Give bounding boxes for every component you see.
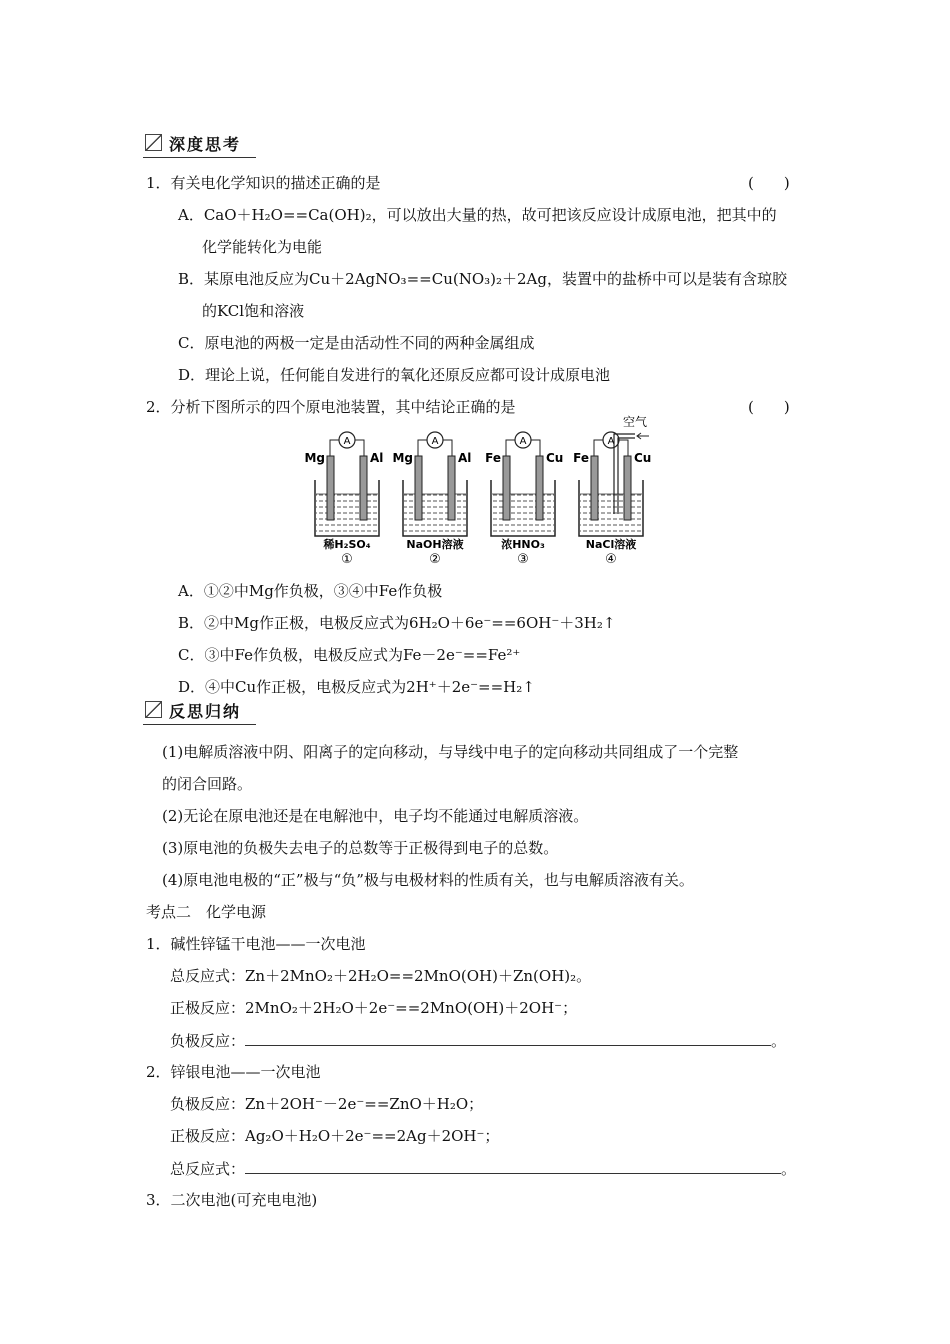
summary-point-1: (1)电解质溶液中阴、阳离子的定向移动，与导线中电子的定向移动共同组成了一个完整 [162, 743, 739, 761]
right-electrode-label: Al [370, 451, 384, 465]
item1-total-reaction: 总反应式：Zn＋2MnO₂＋2H₂O==2MnO(OH)＋Zn(OH)₂。 [170, 967, 592, 985]
cell-number: ① [341, 552, 353, 566]
q1-option-d: D．理论上说，任何能自发进行的氧化还原反应都可设计成原电池 [178, 366, 611, 384]
wire [330, 440, 340, 456]
item2-total-reaction [170, 1158, 796, 1179]
summary-point-4: (4)原电池电极的“正”极与“负”极与电极材料的性质有关，也与电解质溶液有关。 [162, 871, 694, 889]
right-electrode [360, 456, 367, 520]
period: 。 [771, 1032, 787, 1050]
left-electrode-label: Mg [304, 451, 325, 465]
answer-blank[interactable] [245, 1158, 781, 1174]
right-electrode [624, 456, 631, 520]
total-label: 总反应式： [170, 1160, 246, 1178]
right-electrode-label: Cu [546, 451, 564, 465]
summary-point-2: (2)无论在原电池还是在电解池中，电子均不能通过电解质溶液。 [162, 807, 589, 825]
q1-option-c: C．原电池的两极一定是由活动性不同的两种金属组成 [178, 334, 535, 352]
electrolyte [580, 494, 642, 535]
q1-option-b-cont: 的KCl饱和溶液 [202, 302, 305, 320]
item3-title: 3．二次电池(可充电电池) [146, 1191, 318, 1209]
right-electrode-label: Cu [634, 451, 652, 465]
ammeter-label: A [607, 436, 615, 447]
q2-answer-paren: ( ) [748, 398, 790, 416]
electrolyte [492, 494, 554, 535]
q2-option-b: B．②中Mg作正极，电极反应式为6H₂O＋6e⁻==6OH⁻＋3H₂↑ [178, 614, 616, 632]
item1-negative-reaction [170, 1030, 786, 1051]
answer-blank[interactable] [245, 1030, 771, 1046]
electrolyte [316, 494, 378, 535]
q2-option-d: D．④中Cu作正极，电极反应式为2H⁺＋2e⁻==H₂↑ [178, 678, 535, 696]
electrolyte [404, 494, 466, 535]
solution-label: 浓HNO₃ [501, 538, 545, 551]
wire [594, 440, 604, 456]
section-header-reflection [143, 698, 256, 725]
q2-stem: 2．分析下图所示的四个原电池装置，其中结论正确的是 [146, 398, 516, 416]
topic-title: 考点二 化学电源 [146, 903, 267, 921]
left-electrode [415, 456, 422, 520]
summary-point-1-cont: 的闭合回路。 [162, 775, 253, 793]
q2-option-a: A．①②中Mg作负极，③④中Fe作负极 [178, 582, 443, 600]
right-electrode [536, 456, 543, 520]
section-header-deep-thinking [143, 131, 256, 158]
item1-positive-reaction: 正极反应：2MnO₂＋2H₂O＋2e⁻==2MnO(OH)＋2OH⁻； [170, 999, 578, 1017]
summary-point-3: (3)原电池的负极失去电子的总数等于正极得到电子的总数。 [162, 839, 559, 857]
ammeter-label: A [431, 436, 439, 447]
wire [442, 440, 452, 456]
cell-number: ④ [605, 552, 617, 566]
q1-option-a-cont: 化学能转化为电能 [202, 238, 323, 256]
item2-title: 2．锌银电池——一次电池 [146, 1063, 321, 1081]
negative-label: 负极反应： [170, 1032, 246, 1050]
item1-title: 1．碱性锌锰干电池——一次电池 [146, 935, 366, 953]
wire [530, 440, 540, 456]
left-electrode [591, 456, 598, 520]
wire [354, 440, 364, 456]
left-electrode-label: Fe [485, 451, 501, 465]
cell-number: ③ [517, 552, 529, 566]
ammeter-label: A [343, 436, 351, 447]
solution-label: NaCl溶液 [585, 538, 637, 551]
cell-number: ② [429, 552, 441, 566]
wire [506, 440, 516, 456]
solution-label: NaOH溶液 [406, 538, 464, 551]
wire [418, 440, 428, 456]
q2-option-c: C．③中Fe作负极，电极反应式为Fe－2e⁻==Fe²⁺ [178, 646, 521, 664]
left-electrode [503, 456, 510, 520]
left-electrode [327, 456, 334, 520]
q1-option-a: A．CaO＋H₂O==Ca(OH)₂，可以放出大量的热，故可把该反应设计成原电池，把其中的 [178, 206, 777, 224]
air-label: 空气 [623, 415, 648, 429]
period: 。 [781, 1160, 797, 1178]
item2-positive-reaction: 正极反应：Ag₂O＋H₂O＋2e⁻==2Ag＋2OH⁻； [170, 1127, 500, 1145]
arrow-left-icon [637, 433, 649, 439]
left-electrode-label: Fe [573, 451, 589, 465]
q1-stem: 1．有关电化学知识的描述正确的是 [146, 174, 381, 192]
section-marker-icon [145, 134, 162, 151]
section-title: 反思归纳 [169, 702, 242, 721]
section-title: 深度思考 [169, 135, 242, 154]
galvanic-cells-figure [295, 414, 655, 566]
q1-option-b: B．某原电池反应为Cu＋2AgNO₃==Cu(NO₃)₂＋2Ag，装置中的盐桥中可以是装有含琼胶 [178, 270, 787, 288]
q1-answer-paren: ( ) [748, 174, 790, 192]
ammeter-label: A [519, 436, 527, 447]
section-marker-icon [145, 701, 162, 718]
item2-negative-reaction: 负极反应：Zn＋2OH⁻－2e⁻==ZnO＋H₂O； [170, 1095, 484, 1113]
right-electrode-label: Al [458, 451, 472, 465]
wire [618, 440, 628, 456]
solution-label: 稀H₂SO₄ [323, 538, 371, 551]
right-electrode [448, 456, 455, 520]
left-electrode-label: Mg [392, 451, 413, 465]
